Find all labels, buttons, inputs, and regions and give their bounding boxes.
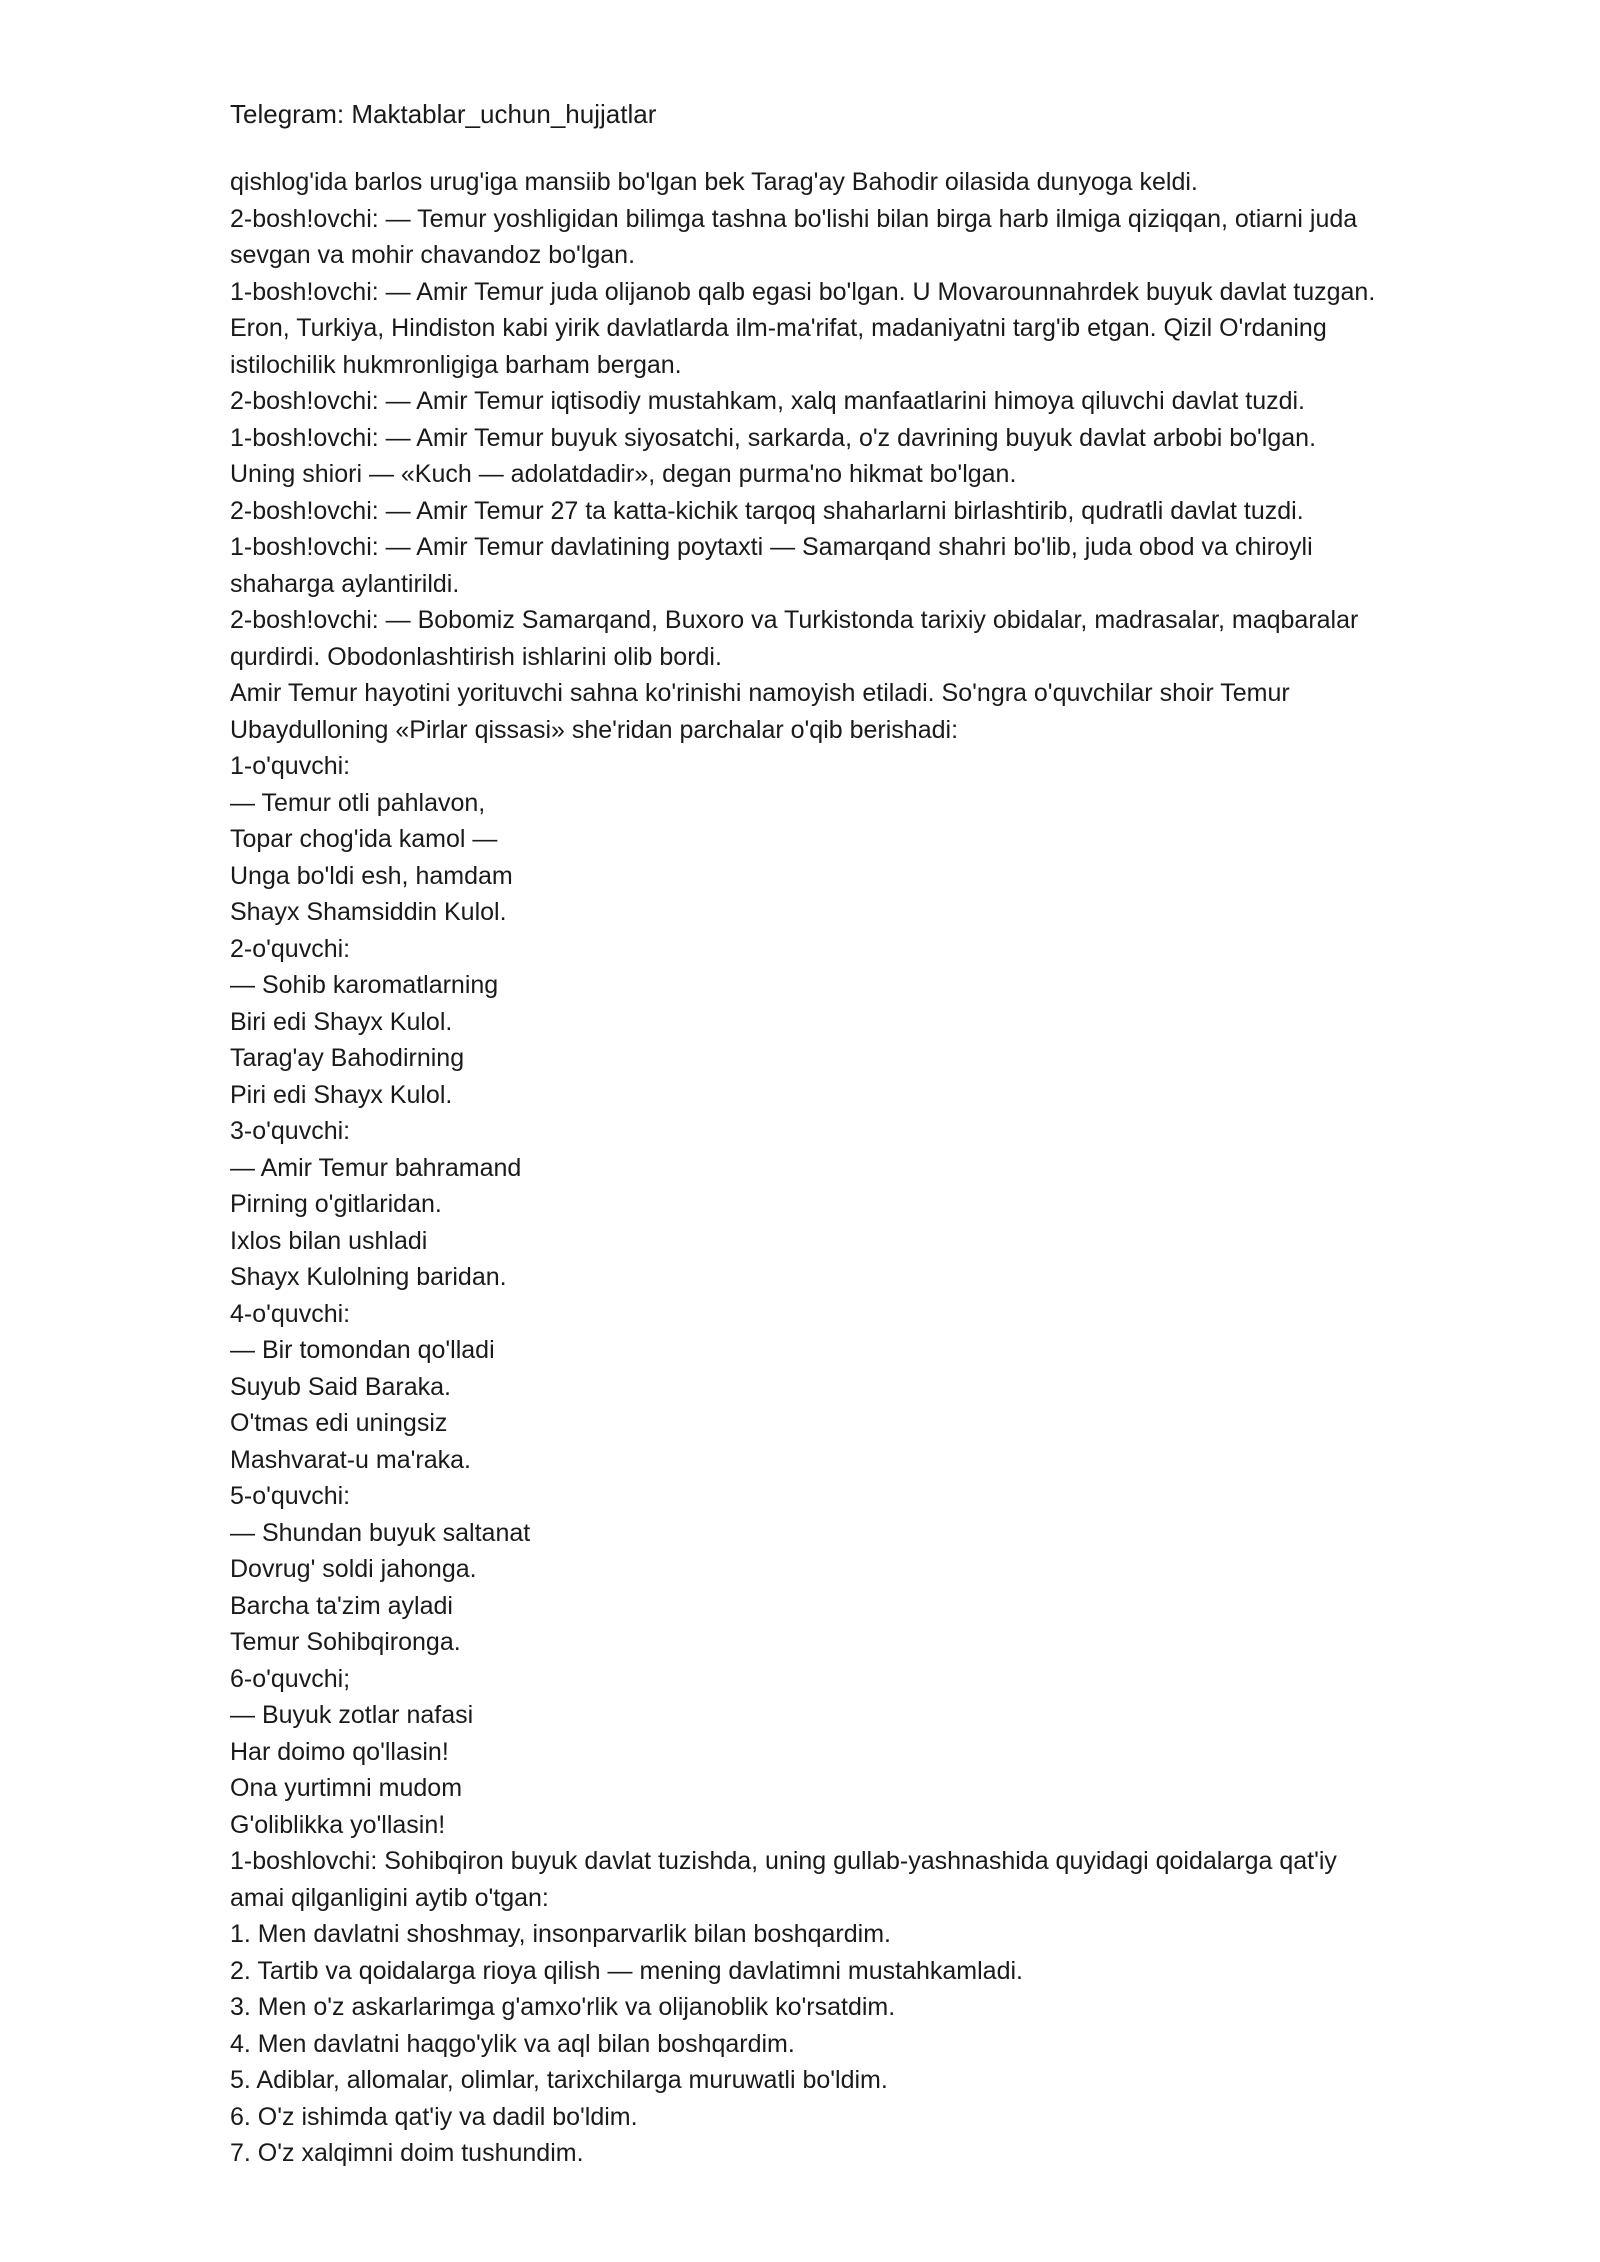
rule-item: 5. Adiblar, allomalar, olimlar, tarixchilarga muruwatli bo'ldim. <box>230 2066 888 2094</box>
speaker-label: 2-o'quvchi: <box>230 934 351 963</box>
rule-item: 6. O'z ishimda qat'iy va dadil bo'ldim. <box>230 2102 638 2131</box>
poem-line: Ona yurtimni mudom <box>230 1774 463 1802</box>
poem-line: Har doimo qo'llasin! <box>230 1737 449 1766</box>
text-line: 1-bosh!ovchi: — Amir Temur davlatining poytaxti — Samarqand shahri bo'lib, juda obod va chiroyli <box>230 533 1313 561</box>
text-line: Eron, Turkiya, Hindiston kabi yirik davlatlarda ilm-ma'rifat, madaniyatni targ'ib etgan. Qizil O'rdaning <box>230 314 1327 342</box>
poem-line: Tarag'ay Bahodirning <box>230 1044 465 1072</box>
text-line: 1-bosh!ovchi: — Amir Temur buyuk siyosatchi, sarkarda, o'z davrining buyuk davlat arbobi bo'lgan. <box>230 423 1317 452</box>
poem-line: Biri edi Shayx Kulol. <box>230 1007 453 1036</box>
text-line: shaharga aylantirildi. <box>230 569 460 598</box>
poem-line: — Bir tomondan qo'lladi <box>230 1336 495 1364</box>
poem-line: — Temur otli pahlavon, <box>230 788 486 817</box>
speaker-label: 4-o'quvchi: <box>230 1299 351 1328</box>
text-line: 2-bosh!ovchi: — Amir Temur iqtisodiy mustahkam, xalq manfaatlarini himoya qiluvchi davlat tuzdi. <box>230 387 1305 415</box>
text-line: 2-bosh!ovchi: — Bobomiz Samarqand, Buxoro va Turkistonda tarixiy obidalar, madrasalar, maqbaralar <box>230 606 1359 634</box>
text-line: amai qilganligini aytib o'tgan: <box>230 1883 549 1912</box>
poem-line: — Shundan buyuk saltanat <box>230 1518 531 1547</box>
poem-line: Temur Sohibqironga. <box>230 1628 461 1656</box>
rule-item: 1. Men davlatni shoshmay, insonparvarlik bilan boshqardim. <box>230 1920 891 1948</box>
poem-line: — Amir Temur bahramand <box>230 1153 522 1182</box>
poem-line: Unga bo'ldi esh, hamdam <box>230 861 513 890</box>
poem-line: Shayx Kulolning baridan. <box>230 1263 507 1291</box>
speaker-label: 1-o'quvchi: <box>230 752 351 780</box>
rule-item: 7. O'z xalqimni doim tushundim. <box>230 2139 584 2167</box>
rule-item: 3. Men o'z askarlarimga g'amxo'rlik va olijanoblik ko'rsatdim. <box>230 1993 896 2021</box>
text-line: Amir Temur hayotini yorituvchi sahna ko'rinishi namoyish etiladi. So'ngra o'quvchilar shoir Temur <box>230 679 1290 707</box>
poem-line: — Sohib karomatlarning <box>230 971 499 999</box>
poem-line: Pirning o'gitlaridan. <box>230 1190 442 1218</box>
speaker-label: 5-o'quvchi: <box>230 1482 351 1510</box>
rule-item: 2. Tartib va qoidalarga rioya qilish — mening davlatimni mustahkamladi. <box>230 1956 1023 1985</box>
text-line: sevgan va mohir chavandoz bo'lgan. <box>230 241 636 269</box>
text-line: qurdirdi. Obodonlashtirish ishlarini olib bordi. <box>230 642 722 671</box>
text-line: 2-bosh!ovchi: — Amir Temur 27 ta katta-kichik tarqoq shaharlarni birlashtirib, qudratli davlat tuzdi. <box>230 496 1304 525</box>
poem-line: Topar chog'ida kamol — <box>230 825 498 853</box>
text-line: istilochilik hukmronligiga barham bergan. <box>230 350 682 379</box>
poem-line: — Buyuk zotlar nafasi <box>230 1701 474 1729</box>
poem-line: Dovrug' soldi jahonga. <box>230 1555 477 1583</box>
text-line: 2-bosh!ovchi: — Temur yoshligidan bilimga tashna bo'lishi bilan birga harb ilmiga qiziqqan, otiarni juda <box>230 204 1358 233</box>
rule-item: 4. Men davlatni haqgo'ylik va aql bilan boshqardim. <box>230 2029 795 2058</box>
document-body <box>230 164 1530 2172</box>
poem-line: Mashvarat-u ma'raka. <box>230 1445 471 1474</box>
poem-line: G'oliblikka yo'llasin! <box>230 1810 446 1839</box>
text-line: qishlog'ida barlos urug'iga mansiib bo'lgan bek Tarag'ay Bahodir oilasida dunyoga keldi. <box>230 168 1198 196</box>
poem-line: Barcha ta'zim ayladi <box>230 1591 453 1620</box>
poem-line: Shayx Shamsiddin Kulol. <box>230 898 507 926</box>
poem-line: Ixlos bilan ushladi <box>230 1226 428 1255</box>
poem-line: Piri edi Shayx Kulol. <box>230 1080 453 1109</box>
text-line: 1-bosh!ovchi: — Amir Temur juda olijanob qalb egasi bo'lgan. U Movarounnahrdek buyuk davlat tuzgan. <box>230 277 1376 306</box>
poem-line: Suyub Said Baraka. <box>230 1372 451 1401</box>
text-line: Uning shiori — «Kuch — adolatdadir», degan purma'no hikmat bo'lgan. <box>230 460 1017 488</box>
telegram-channel-header: Telegram: Maktablar_uchun_hujjatlar <box>230 99 657 129</box>
text-line: Ubaydulloning «Pirlar qissasi» she'ridan parchalar o'qib berishadi: <box>230 715 959 744</box>
speaker-label: 6-o'quvchi; <box>230 1664 351 1693</box>
speaker-label: 3-o'quvchi: <box>230 1117 351 1145</box>
poem-line: O'tmas edi uningsiz <box>230 1409 448 1437</box>
text-line: 1-boshlovchi: Sohibqiron buyuk davlat tuzishda, uning gullab-yashnashida quyidagi qoidalarga qat'iy <box>230 1847 1337 1875</box>
